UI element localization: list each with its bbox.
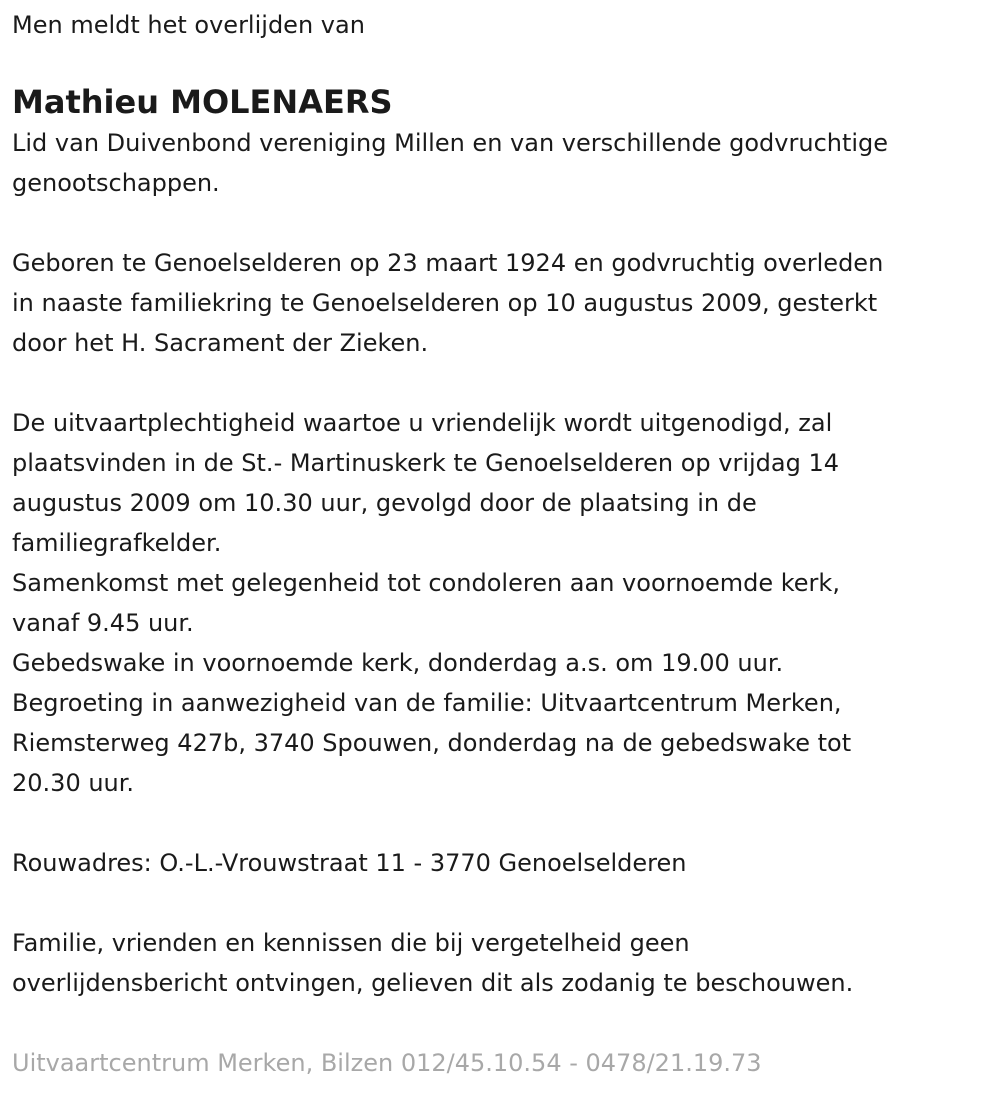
paragraph-gap bbox=[12, 203, 1000, 243]
funeral-home-footer: Uitvaartcentrum Merken, Bilzen 012/45.10.54 - 0478/21.19.73 bbox=[12, 1049, 762, 1077]
paragraph-line: Gebedswake in voornoemde kerk, donderdag a.s. om 19.00 uur. bbox=[12, 649, 784, 677]
paragraph-line: Rouwadres: O.-L.-Vrouwstraat 11 - 3770 Genoelselderen bbox=[12, 849, 687, 877]
paragraph-line: overlijdensbericht ontvingen, gelieven dit als zodanig te beschouwen. bbox=[12, 969, 854, 997]
paragraph-line: Riemsterweg 427b, 3740 Spouwen, donderdag na de gebedswake tot bbox=[12, 729, 852, 757]
paragraph-line: vanaf 9.45 uur. bbox=[12, 609, 194, 637]
paragraph-line: Samenkomst met gelegenheid tot condoleren aan voornoemde kerk, bbox=[12, 569, 840, 597]
intro-text: Men meldt het overlijden van bbox=[12, 11, 365, 39]
paragraph-line: familiegrafkelder. bbox=[12, 529, 222, 557]
paragraph-gap bbox=[12, 803, 1000, 843]
paragraph-line: door het H. Sacrament der Zieken. bbox=[12, 329, 429, 357]
obituary-body bbox=[12, 123, 1000, 1003]
paragraph bbox=[12, 403, 1000, 803]
paragraph bbox=[12, 243, 1000, 363]
paragraph bbox=[12, 843, 1000, 883]
paragraph bbox=[12, 923, 1000, 1003]
paragraph-line: Geboren te Genoelselderen op 23 maart 1924 en godvruchtig overleden bbox=[12, 249, 884, 277]
deceased-name: Mathieu MOLENAERS bbox=[12, 83, 393, 121]
paragraph-gap bbox=[12, 883, 1000, 923]
paragraph bbox=[12, 123, 1000, 203]
paragraph-line: Familie, vrienden en kennissen die bij vergetelheid geen bbox=[12, 929, 690, 957]
paragraph-line: in naaste familiekring te Genoelselderen op 10 augustus 2009, gesterkt bbox=[12, 289, 878, 317]
paragraph-line: 20.30 uur. bbox=[12, 769, 135, 797]
paragraph-line: Begroeting in aanwezigheid van de familie: Uitvaartcentrum Merken, bbox=[12, 689, 842, 717]
paragraph-line: plaatsvinden in de St.- Martinuskerk te Genoelselderen op vrijdag 14 bbox=[12, 449, 840, 477]
paragraph-gap bbox=[12, 363, 1000, 403]
paragraph-line: genootschappen. bbox=[12, 169, 220, 197]
paragraph-line: augustus 2009 om 10.30 uur, gevolgd door de plaatsing in de bbox=[12, 489, 757, 517]
paragraph-line: Lid van Duivenbond vereniging Millen en van verschillende godvruchtige bbox=[12, 129, 889, 157]
paragraph-line: De uitvaartplechtigheid waartoe u vriendelijk wordt uitgenodigd, zal bbox=[12, 409, 833, 437]
spacer bbox=[12, 1003, 1000, 1043]
